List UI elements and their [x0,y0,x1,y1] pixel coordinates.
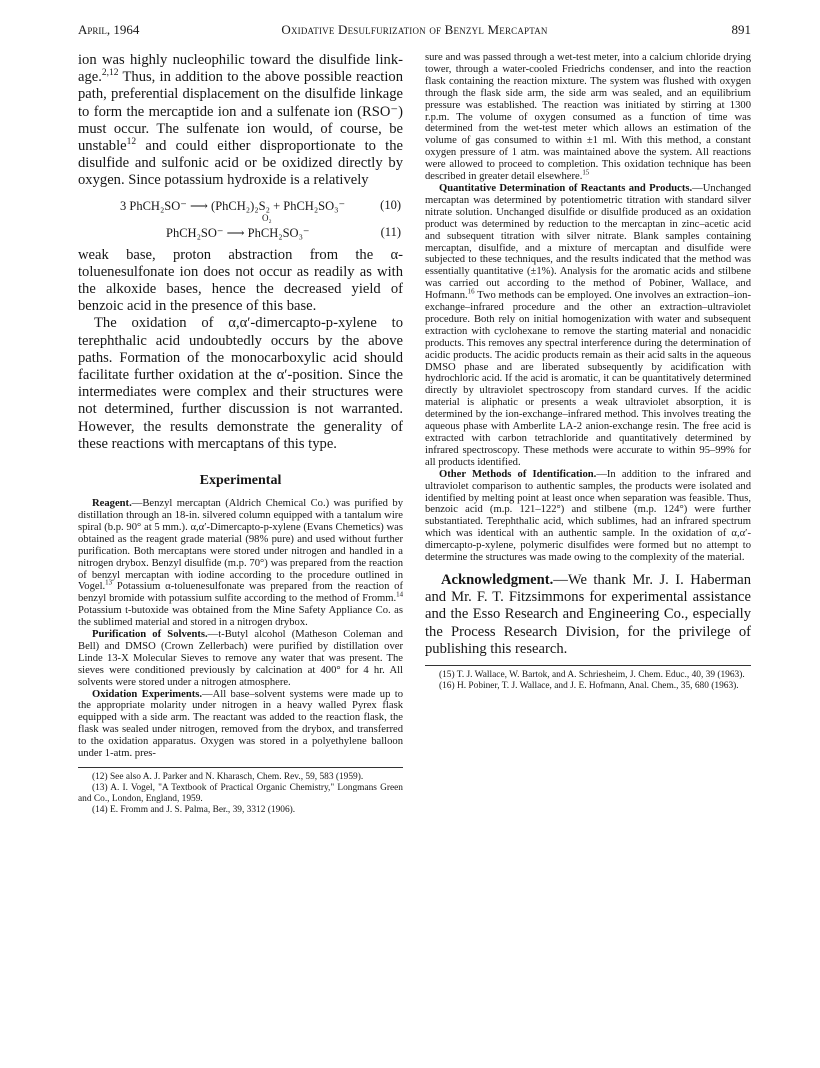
header-date: April, 1964 [78,22,140,37]
footnote-divider [78,767,403,768]
equation-10: 3 PhCH₂SO⁻ ⟶ (PhCH₂)₂S₂ + PhCH₂SO₃⁻ (10) [120,197,401,213]
footnote-16: (16) H. Pobiner, T. J. Wallace, and J. E. Hofmann, Anal. Chem., 35, 680 (1963). [439,680,739,691]
header-title: Oxidative Desulfurization of Benzyl Mercaptan [281,22,548,37]
footnote-15: (15) T. J. Wallace, W. Bartok, and A. Schriesheim, J. Chem. Educ., 40, 39 (1963). [439,669,745,680]
left-column [78,52,403,816]
equation-11: O₂ PhCH₂SO⁻ ⟶ PhCH₂SO₃⁻ (11) [166,212,401,240]
paragraph-purification: Purification of Solvents.—t-Butyl alcohol (Matheson Coleman and Bell) and DMSO (Crown Zellerbach) were purified by distillation over Linde 13-X Molecular Sieves to remove any water that was present. The sieves were conditioned previously by calcination at 400° for 4 hr. All solvents were stored under a nitrogen atmosphere. [78,629,403,688]
paragraph-weak-base: weak base, proton abstraction from the α-toluenesulfonate ion does not occur as readily as with the alkoxide bases, hence the decreased yield of benzoic acid in the presence of this base. [78,246,403,315]
section-heading-experimental: Experimental [199,473,282,489]
page-number: 891 [731,22,751,37]
paragraph-other-methods: Other Methods of Identification.—In addition to the infrared and ultraviolet comparison to authentic samples, the products were isolated and identified by melting point at least once when separation was feasible. Thus, benzoic acid (m.p. 121–122°) and stilbene (m.p. 124°) were further substantiated. Terephthalic acid, which sublimes, had an infrared spectrum which was identical with an authentic sample. In the oxidation of α,α′-dimercapto-p-xylene, polymeric disulfides were formed but no attempt to determine the structures was made owing to the complexity of the material. [425,468,751,564]
footnote-13: (13) A. I. Vogel, "A Textbook of Practical Organic Chemistry," Longmans Green and Co., London, England, 1959. [78,783,403,804]
footnote-12: (12) See also A. J. Parker and N. Kharasch, Chem. Rev., 59, 583 (1959). [92,772,364,782]
footnote-14: (14) E. Fromm and J. S. Palma, Ber., 39, 3312 (1906). [92,805,296,815]
paragraph-acknowledgment: Acknowledgment.—We thank Mr. J. I. Haberman and Mr. F. T. Fitzsimmons for experimental assistance and the Esso Research and Engineering Co., especially the Process Research Division, for the privilege of publishing this research. [425,571,751,657]
paragraph-reagent: Reagent.—Benzyl mercaptan (Aldrich Chemical Co.) was purified by distillation through an 18-in. silvered column equipped with a tantalum wire spiral (b.p. 90° at 5 mm.). α,α′-Dimercapto-p-xylene (Evans Chemetics) was obtained as the reagent grade material (98% pure) and used without further purification. Both mercaptans were stored under nitrogen and handled in a nitrogen drybox. Benzyl disulfide (m.p. 70°) was prepared from the reaction of benzyl mercaptan with iodine according to the procedure outlined in Vogel.$^{13}$ Potassium α-toluenesulfonate was prepared from the reaction of benzyl bromide with potassium sulfite according to the method of Fromm.$^{14}$ Potassium t-butoxide was obtained from the Mine Safety Appliance Co. as the sublimed material and stored in a nitrogen drybox. [78,498,403,629]
running-header [78,22,751,40]
paragraph-oxidation-xylene: The oxidation of α,α′-dimercapto-p-xylene to terephthalic acid undoubtedly occurs by the above paths. Formation of the monocarboxylic acid should facilitate further oxidation at the α′-position. Since the intermediates were complex and their structures were not determined, further discussion is not warranted. However, the results demonstrate the generality of these reactions with mercaptans of this type. [78,315,403,452]
paragraph-apparatus: sure and was passed through a wet-test meter, into a calcium chloride drying tower, through a water-cooled Friedrichs condenser, and into the reaction flask containing the reaction mixture. The system was flushed with oxygen through the flask side arm, the side arm was sealed, and an equilibrium pressure was established. The reaction was initiated by stirring at 1300 r.p.m. The volume of oxygen consumed as a function of time was determined from the wet-test meter which allows an estimation of the volume of gas consumed to within ±1 ml. With this method, a constant oxygen pressure of 1 atm. was maintained above the system. All reactions were allowed to proceed to completion. This oxidation technique has been described in greater detail elsewhere.$^{15}$ [425,52,751,183]
right-column [425,52,751,692]
footnote-divider-right [425,665,751,666]
paragraph-quantitative: Quantitative Determination of Reactants and Products.—Unchanged mercaptan was determined by potentiometric titration with standard silver nitrate solution. Unchanged disulfide or disulfide produced as an oxidation product was determined by reduction to the mercaptan in zinc–acetic acid and subsequent titration with silver nitrate. Blank samples containing mercaptan, disulfide, and a mixture of mercaptan and disulfide were subjected to these techniques, and the results indicated that the method was essentially quantitative (±1%). Analysis for the aromatic acids and stilbene was carried out according to the method of Pobiner, Wallace, and Hofmann.$^{16}$ Two methods can be employed. One involves an extraction–ion-exchange–infrared procedure and the other an extraction–ultraviolet procedure. Both rely on initial homogenization with water and subsequent extraction with cyclohexane to remove the starting material and nonacidic products. This removes any spectral interference during the determination of acidic products. The acidic products remain as their acid salts in the aqueous DMSO phase and are liberated subsequently by acidification with hydrochloric acid. If the acid is aromatic, it can be quantitatively determined directly by ultraviolet spectroscopy from standard curves. If the acidic material is aliphatic or presents a weak ultraviolet absorption, it is determined by the ion-exchange–infrared method. This involves treating the aqueous phase with Amberlite LA-2 anion-exchange resin. The free acid is extracted with carbon tetrachloride and quantitatively determined by infrared spectroscopy. These methods were accurate to within 95–99% for all products identified. [425,182,751,468]
paragraph-mechanism: ion was highly nucleophilic toward the disulfide link-age.$^{2,12}$ Thus, in addition to the above possible reaction path, preferential displacement on the disulfide linkage to form the mercaptide ion and a sulfenate ion (RSO⁻) must occur. The sulfenate ion would, of course, be unstable$^{12}$ and could either disproportionate to the disulfide and sulfonic acid or be oxidized directly by oxygen. Since potassium hydroxide is a relatively [78,52,403,189]
paragraph-oxidation-experiments: Oxidation Experiments.—All base–solvent systems were made up to the appropriate molarity under nitrogen in a heavy walled Pyrex flask equipped with a side arm. The reactant was added to the reaction flask, the flask was sealed under nitrogen, removed from the drybox, and transferred to the oxidation apparatus. Oxygen was stored in a polyethylene balloon under 1-atm. pres- [78,688,404,760]
